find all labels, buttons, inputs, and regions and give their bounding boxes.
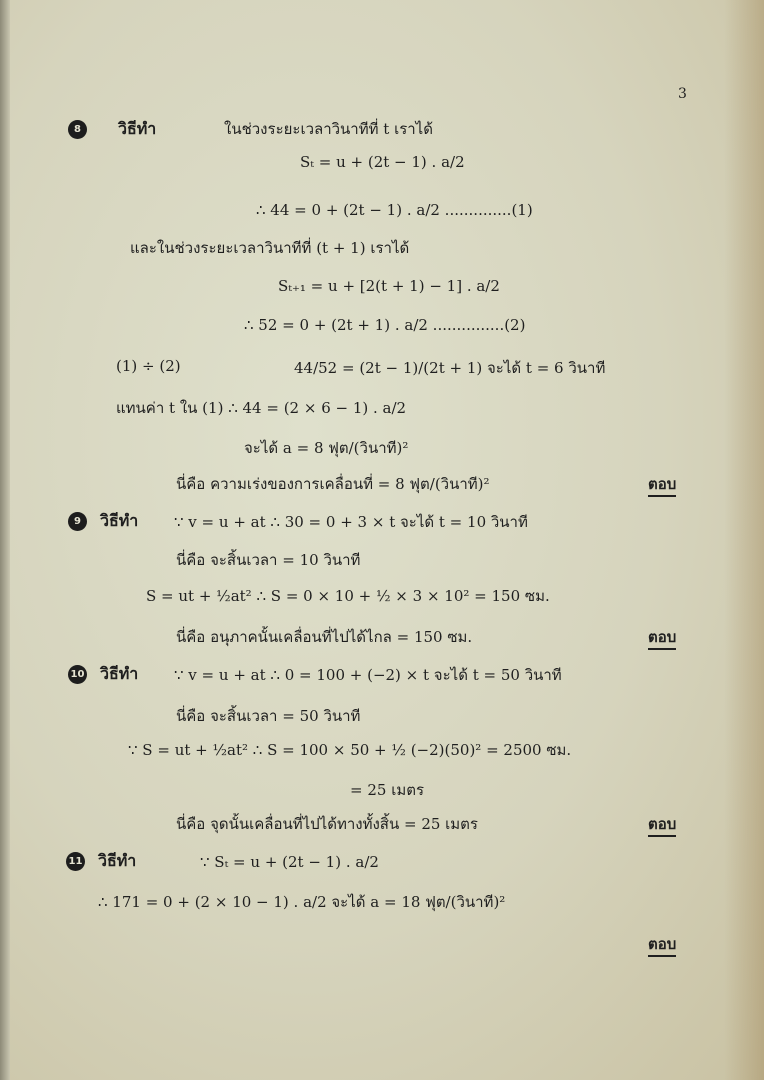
q8-equation-4: ∴ 52 = 0 + (2t + 1) . a/2 ...............(2)	[244, 316, 526, 334]
q10-equation-3: ∵ S = ut + ½at² ∴ S = 100 × 50 + ½ (−2)(50)² = 2500 ซม.	[128, 741, 572, 759]
q8-heading: วิธีทำ	[118, 119, 157, 138]
q8-equation-2: ∴ 44 = 0 + (2t − 1) . a/2 ..............(1)	[256, 201, 533, 219]
q10-equation-4: = 25 เมตร	[350, 781, 425, 799]
q8-equation-5: 44/52 = (2t − 1)/(2t + 1) จะได้ t = 6 วินาที	[294, 359, 606, 377]
q8-conclusion: นี่คือ ความเร่งของการเคลื่อนที่ = 8 ฟุต/(วินาที)²	[176, 475, 490, 493]
q11-number-badge: 11	[66, 852, 85, 871]
q9-conclusion: นี่คือ อนุภาคนั้นเคลื่อนที่ไปได้ไกล = 150 ซม.	[176, 628, 473, 646]
q9-line-2: นี่คือ จะสิ้นเวลา = 10 วินาที	[176, 551, 361, 569]
q8-equation-5-label: (1) ÷ (2)	[116, 357, 181, 375]
q8-equation-6: แทนค่า t ใน (1) ∴ 44 = (2 × 6 − 1) . a/2	[116, 399, 407, 417]
q9-equation-1: ∵ v = u + at ∴ 30 = 0 + 3 × t จะได้ t = 10 วินาที	[174, 513, 528, 531]
q8-equation-1: Sₜ = u + (2t − 1) . a/2	[300, 153, 465, 171]
q8-number-badge: 8	[68, 120, 87, 139]
q8-answer-label: ตอบ	[648, 474, 676, 497]
q8-equation-7: จะได้ a = 8 ฟุต/(วินาที)²	[244, 439, 409, 457]
q9-answer-label: ตอบ	[648, 627, 676, 650]
q10-equation-1: ∵ v = u + at ∴ 0 = 100 + (−2) × t จะได้ t = 50 วินาที	[174, 666, 562, 684]
page-number: 3	[678, 86, 687, 102]
q8-intro: ในช่วงระยะเวลาวินาทีที่ t เราได้	[224, 120, 433, 138]
q9-equation-3: S = ut + ½at² ∴ S = 0 × 10 + ½ × 3 × 10² = 150 ซม.	[146, 587, 550, 605]
q11-answer-label: ตอบ	[648, 934, 676, 957]
q10-answer-label: ตอบ	[648, 814, 676, 837]
q11-equation-1: ∵ Sₜ = u + (2t − 1) . a/2	[200, 853, 379, 871]
q10-line-2: นี่คือ จะสิ้นเวลา = 50 วินาที	[176, 707, 361, 725]
q10-number-badge: 10	[68, 665, 87, 684]
q9-number-badge: 9	[68, 512, 87, 531]
page-left-edge	[0, 0, 10, 1080]
q11-equation-2: ∴ 171 = 0 + (2 × 10 − 1) . a/2 จะได้ a = 18 ฟุต/(วินาที)²	[98, 893, 506, 911]
q11-heading: วิธีทำ	[98, 851, 137, 870]
q8-line-3: และในช่วงระยะเวลาวินาทีที่ (t + 1) เราได้	[130, 239, 410, 257]
q10-conclusion: นี่คือ จุดนั้นเคลื่อนที่ไปได้ทางทั้งสิ้น = 25 เมตร	[176, 815, 478, 833]
page-right-stain	[724, 0, 764, 1080]
q9-heading: วิธีทำ	[100, 511, 139, 530]
q10-heading: วิธีทำ	[100, 664, 139, 683]
q8-equation-3: Sₜ₊₁ = u + [2(t + 1) − 1] . a/2	[278, 277, 500, 295]
